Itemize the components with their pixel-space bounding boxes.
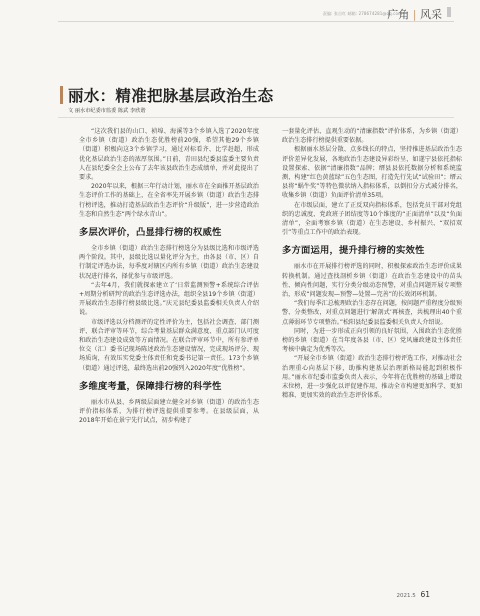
section-heading: 多层次评价，凸显排行榜的权威性 — [79, 227, 222, 239]
section-heading: 多方面运用，提升排行榜的实效性 — [282, 245, 425, 257]
section-heading: 多维度考量，保障排行榜的科学性 — [79, 380, 222, 392]
article-title: 丽水：精准把脉基层政治生态 — [68, 87, 274, 105]
header-divider — [58, 21, 454, 22]
body-paragraph: “这次我们县的山口、祯埠、海溪等3个乡镇入选了2020年度全市乡镇（街道）政治生态优胜榜前20强，希望其他29个乡镇（街道）积极向这3个乡镇学习，通过对标看齐、比学赶超，形成优化基层政治生态的浓厚氛围。”日前，青田县纪委县监委主要负责人在县纪委全会上公布了去年该县政治生态成绩单，并对此提出了要求。 — [79, 128, 259, 182]
body-paragraph: 丽水市在开展排行榜评选的同时，积极探索政治生态评价成果转换机制。通过查找剖析乡镇（街道）在政治生态建设中的苗头性、倾向性问题，实行分类分级动态预警，对重点问题开展专项整治，形成“问题发现—预警—处置—完善”的长效闭环机制。 — [282, 263, 462, 299]
body-paragraph: 丽水市从县、乡两级层面建立健全对乡镇（街道）的政治生态评价指标体系，为排行榜评选提供重要参考。在县级层面，从2018年开始在景宁先行试点，初步构建了 — [79, 398, 259, 425]
section-separator: | — [412, 8, 417, 21]
body-paragraph: 全市乡镇（街道）政治生态排行榜选分为县级比选和市级评选两个阶段。其中，县级比选以量化评分为主，由各县（市、区）自行制定评选办法，每季度对辖区内所有乡镇（街道）政治生态建设状况进行排名，择优参与市级评选。 — [79, 245, 259, 280]
body-paragraph: “去年4月，我们就探索建立了‘日常监测预警+系统综合评估+周期分析研判’的政治生态评选办法，组织全县19个乡镇（街道）开展政治生态排行榜县级比选。”庆元县纪委县监委相关负责人介绍说。 — [79, 281, 259, 317]
body-paragraph: 一套量化评估、直观生动的“清廉指数”评价体系，为乡镇（街道）政治生态排行榜提供重要依据。 — [282, 128, 462, 145]
title-accent-bar — [60, 86, 63, 104]
body-paragraph: 市级评选以分档测评的定性评价为主，包括社会调查、部门测评、联合评审等环节，综合考量基层群众满意度、重点部门认可度和政治生态建设成效等方面情况。在联合评审环节中，所有参评单位交（汇）委书记现场陈述政治生态建设情况，完成现场评分、现场质询，有效压实党委主体责任和党委书记第一责任。173个乡镇（街道）通过评选，最终选出前20强列入2020年度“优胜榜”。 — [79, 318, 259, 372]
body-paragraph: 在市级层面，建立了正反双向指标体系，包括党员干部对党组织的忠诚度、党政班子团结度等10个维度的“正面清单”以及“负面清单”，全面考察乡镇（街道）在生态建设、乡村振兴、“双招双引”等重点工作中的政治表现。 — [282, 201, 462, 237]
body-paragraph: “我们每季汇总梳理政治生态存在问题，按问题严重程度分级预警、分类整改，对重点问题进行‘解剖式’再核查，共梳理出40个重点薄弱环节专项整治。”松阳县纪委县监委相关负责人介绍说。 — [282, 300, 462, 326]
section-sub: 风采 — [420, 8, 442, 21]
body-paragraph: 2020年以来，根据三年行动计划，丽水市在全面推开基层政治生态评价工作的基础上，在全省率先开展乡镇（街道）政治生态排行榜评选，推动打造基层政治生态评价“升级版”，进一步营造政治生态和自然生态“两个绿水青山”。 — [79, 183, 259, 218]
issue-number: 2021.5 — [396, 593, 416, 599]
body-paragraph: “开展全市乡镇（街道）政治生态排行榜评选工作，对推动社会治理重心向基层下移，助推构建基层治理新格局能起到积极作用。”丽水市纪委市监委负责人表示，今年将在优胜榜的基础上增设末位榜，进一步强化以评促建作用，推动全市构建更加科学、更加精准、更加实效的政治生态评价体系。 — [282, 355, 462, 400]
header-meta: 责编: 张自红 邮箱: 278674281@qq.com — [322, 11, 402, 16]
article-byline: 文 丽水市纪委市监委 陈武 李欣谐 — [68, 108, 146, 114]
page-number: 61 — [420, 590, 430, 599]
section-main: 广角 — [387, 8, 410, 21]
section-label — [387, 6, 442, 22]
title-divider — [58, 117, 454, 118]
header-marker — [447, 7, 451, 17]
body-paragraph: 同时，为进一步形成正向引领的良好氛围，入围政治生态优胜榜的乡镇（街道）在当年度各县（市、区）党风廉政建设主体责任考核中确定为优秀等次。 — [282, 327, 462, 354]
left-column — [79, 127, 259, 425]
body-paragraph: 根据丽水基层分散、点多线长的特点，坚持推进基层政治生态评价差异化发展，各地政治生态建设异彩纷呈，如遂宁县依托指标设置探索、依据“清廉指数”品牌；缙县县依托数据分析和系统监测，构建“红色黄蓝绿”五色生态图，打造先行先试“试验田”；缙云县将“蜗牛奖”等特色微状纳入指标体系，以倒扣分方式减分排名，收集乡镇（街道）负面评价清单35项。 — [282, 146, 462, 200]
page-footer — [396, 590, 430, 599]
right-column — [282, 127, 462, 400]
